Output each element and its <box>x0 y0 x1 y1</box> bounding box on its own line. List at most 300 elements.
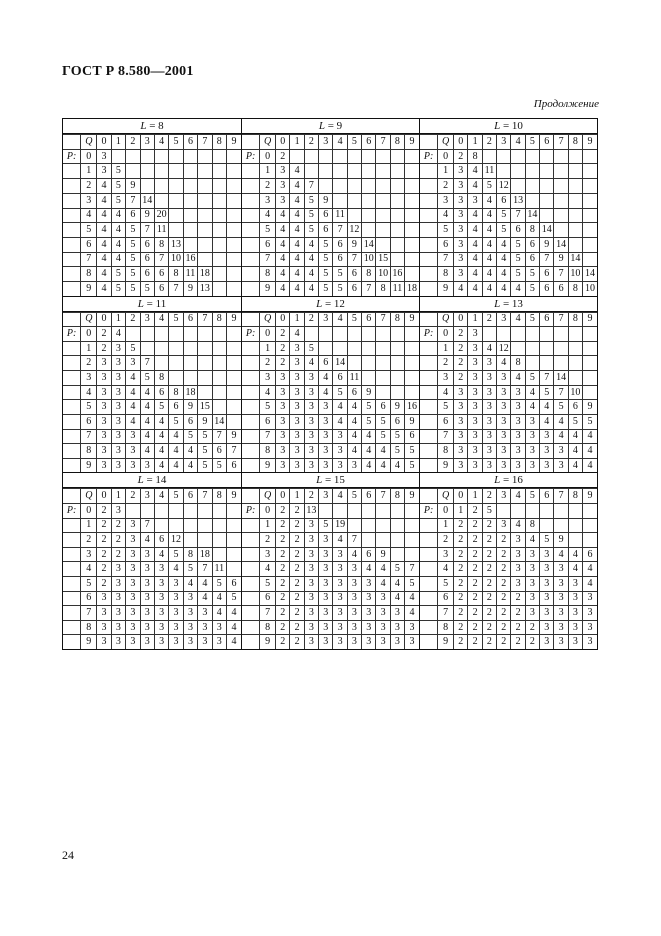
p-label-blank <box>63 356 81 371</box>
table-row <box>242 385 419 400</box>
value-cell: 3 <box>126 547 140 562</box>
table-row <box>420 414 597 429</box>
p-value: 6 <box>438 591 454 606</box>
table-row <box>420 149 597 164</box>
value-cell: 13 <box>304 503 318 518</box>
q-value: 1 <box>290 489 304 504</box>
value-cell: 3 <box>198 606 212 621</box>
value-cell: 3 <box>97 606 111 621</box>
p-value: 4 <box>260 208 276 223</box>
value-cell <box>390 503 404 518</box>
value-cell: 3 <box>525 414 539 429</box>
value-cell: 3 <box>304 576 318 591</box>
q-value: 6 <box>362 135 376 150</box>
value-cell: 3 <box>468 414 482 429</box>
value-cell: 6 <box>525 237 539 252</box>
table-row <box>63 429 241 444</box>
q-label: Q <box>260 489 276 504</box>
value-cell <box>525 327 539 342</box>
p-label-blank <box>63 400 81 415</box>
value-cell: 6 <box>319 223 333 238</box>
value-cell: 6 <box>568 400 582 415</box>
value-cell <box>226 208 241 223</box>
value-cell: 4 <box>183 444 197 459</box>
p-value: 0 <box>260 503 276 518</box>
value-cell: 6 <box>169 400 183 415</box>
value-cell: 3 <box>319 533 333 548</box>
value-cell: 3 <box>126 591 140 606</box>
value-cell: 10 <box>568 267 582 282</box>
value-cell: 3 <box>468 193 482 208</box>
value-cell: 8 <box>568 282 582 296</box>
value-cell: 3 <box>111 591 125 606</box>
value-cell: 8 <box>525 223 539 238</box>
value-cell: 4 <box>276 282 290 296</box>
q-value: 9 <box>405 312 419 327</box>
value-cell <box>140 327 154 342</box>
value-cell: 13 <box>198 282 212 296</box>
table-row <box>63 591 241 606</box>
value-cell: 14 <box>140 193 154 208</box>
p-value: 6 <box>260 237 276 252</box>
value-cell: 4 <box>482 237 496 252</box>
q-value: 0 <box>97 312 111 327</box>
value-cell: 6 <box>347 282 361 296</box>
value-cell: 5 <box>126 223 140 238</box>
p-label-blank <box>242 606 260 621</box>
p-value: 0 <box>81 503 97 518</box>
value-cell: 6 <box>226 458 241 472</box>
value-cell: 5 <box>525 371 539 386</box>
value-cell: 7 <box>212 429 226 444</box>
value-cell: 3 <box>304 444 318 459</box>
value-cell: 4 <box>304 237 318 252</box>
q-label: Q <box>438 312 454 327</box>
value-cell: 3 <box>511 533 525 548</box>
q-value: 2 <box>482 135 496 150</box>
value-cell <box>405 356 419 371</box>
value-cell: 4 <box>140 533 154 548</box>
value-cell: 6 <box>390 414 404 429</box>
value-cell: 2 <box>276 327 290 342</box>
q-value: 3 <box>319 135 333 150</box>
l-block-header <box>63 473 241 488</box>
p-label: P: <box>63 327 81 342</box>
value-cell: 3 <box>454 164 468 179</box>
value-cell <box>554 164 568 179</box>
table-row <box>242 371 419 386</box>
value-cell: 2 <box>290 591 304 606</box>
value-cell: 3 <box>362 576 376 591</box>
q-value: 6 <box>183 312 197 327</box>
value-cell <box>226 385 241 400</box>
value-cell: 18 <box>198 547 212 562</box>
value-cell: 7 <box>405 562 419 577</box>
table-row <box>242 635 419 649</box>
value-cell: 4 <box>540 400 554 415</box>
value-cell: 3 <box>319 606 333 621</box>
q-value: 3 <box>140 489 154 504</box>
value-cell: 3 <box>304 429 318 444</box>
value-cell: 4 <box>111 252 125 267</box>
p-label-blank <box>420 193 438 208</box>
q-value: 8 <box>568 489 582 504</box>
value-cell <box>554 327 568 342</box>
value-cell: 4 <box>183 576 197 591</box>
value-cell: 5 <box>111 282 125 296</box>
value-cell: 2 <box>290 562 304 577</box>
value-cell: 4 <box>226 606 241 621</box>
value-cell: 4 <box>583 576 597 591</box>
value-cell: 4 <box>97 179 111 194</box>
value-cell: 11 <box>212 562 226 577</box>
value-cell <box>540 149 554 164</box>
table-row <box>242 179 419 194</box>
p-value: 5 <box>260 400 276 415</box>
table-row <box>63 444 241 459</box>
value-cell <box>226 267 241 282</box>
p-value: 7 <box>81 429 97 444</box>
value-cell <box>525 356 539 371</box>
value-cell: 3 <box>169 591 183 606</box>
p-value: 8 <box>260 444 276 459</box>
q-value: 2 <box>126 489 140 504</box>
value-cell: 4 <box>140 444 154 459</box>
value-cell: 4 <box>97 193 111 208</box>
value-cell: 2 <box>290 576 304 591</box>
value-cell: 3 <box>525 547 539 562</box>
p-value: 9 <box>81 458 97 472</box>
value-cell: 4 <box>468 267 482 282</box>
q-value: 5 <box>347 489 361 504</box>
value-cell: 2 <box>111 518 125 533</box>
value-cell: 3 <box>126 458 140 472</box>
value-cell: 3 <box>511 385 525 400</box>
table-row <box>63 164 241 179</box>
value-cell: 3 <box>97 164 111 179</box>
value-grid <box>63 134 241 296</box>
value-cell: 4 <box>290 267 304 282</box>
value-cell <box>169 371 183 386</box>
value-cell: 3 <box>468 341 482 356</box>
value-cell: 3 <box>540 444 554 459</box>
table-row <box>63 547 241 562</box>
value-cell <box>126 149 140 164</box>
value-cell: 3 <box>347 620 361 635</box>
value-cell: 2 <box>468 606 482 621</box>
p-label-blank <box>242 237 260 252</box>
value-cell: 2 <box>497 547 511 562</box>
value-cell: 3 <box>276 179 290 194</box>
corner-cell <box>242 135 260 150</box>
value-cell: 3 <box>511 458 525 472</box>
q-label: Q <box>438 135 454 150</box>
value-cell: 3 <box>347 576 361 591</box>
q-value: 5 <box>525 489 539 504</box>
l-symbol: L <box>494 297 501 310</box>
value-cell: 20 <box>154 208 168 223</box>
value-cell: 6 <box>154 267 168 282</box>
value-cell <box>390 193 404 208</box>
p-label-blank <box>242 208 260 223</box>
p-label-blank <box>242 385 260 400</box>
l-symbol: L <box>140 120 147 132</box>
q-value: 0 <box>454 135 468 150</box>
q-value: 6 <box>540 135 554 150</box>
p-label-blank <box>242 282 260 296</box>
value-cell: 9 <box>583 400 597 415</box>
value-cell: 4 <box>140 400 154 415</box>
value-cell <box>226 193 241 208</box>
value-cell: 4 <box>319 371 333 386</box>
table-row <box>420 503 597 518</box>
q-label: Q <box>81 489 97 504</box>
l-block-header <box>63 297 241 312</box>
p-value: 2 <box>438 356 454 371</box>
p-value: 5 <box>438 223 454 238</box>
value-cell: 3 <box>290 341 304 356</box>
value-cell: 14 <box>540 223 554 238</box>
value-cell <box>290 149 304 164</box>
q-value: 2 <box>126 135 140 150</box>
value-cell: 6 <box>554 282 568 296</box>
value-cell: 4 <box>140 414 154 429</box>
p-value: 9 <box>438 458 454 472</box>
table-row <box>63 371 241 386</box>
table-row <box>63 282 241 296</box>
value-cell: 4 <box>347 429 361 444</box>
value-cell: 14 <box>333 356 347 371</box>
value-cell: 3 <box>482 429 496 444</box>
value-cell: 3 <box>497 414 511 429</box>
value-cell: 9 <box>362 385 376 400</box>
p-label-blank <box>63 591 81 606</box>
p-label-blank <box>420 547 438 562</box>
value-cell: 4 <box>347 400 361 415</box>
l-value: = 12 <box>322 297 345 310</box>
value-cell: 2 <box>454 620 468 635</box>
value-cell: 3 <box>140 576 154 591</box>
value-cell <box>304 164 318 179</box>
p-value: 1 <box>81 341 97 356</box>
value-cell <box>226 356 241 371</box>
l-block-header <box>242 119 419 134</box>
q-value: 7 <box>554 135 568 150</box>
value-cell: 3 <box>111 385 125 400</box>
p-value: 7 <box>81 252 97 267</box>
value-cell: 3 <box>276 414 290 429</box>
value-cell: 5 <box>140 282 154 296</box>
value-cell: 3 <box>126 562 140 577</box>
value-cell: 4 <box>169 458 183 472</box>
value-grid <box>420 134 597 296</box>
value-cell: 3 <box>511 562 525 577</box>
value-cell <box>583 149 597 164</box>
value-cell: 2 <box>482 606 496 621</box>
p-label-blank <box>420 606 438 621</box>
q-label: Q <box>438 489 454 504</box>
value-cell <box>198 149 212 164</box>
value-cell: 3 <box>304 533 318 548</box>
value-grid <box>63 488 241 649</box>
value-cell: 8 <box>154 371 168 386</box>
table-row <box>242 252 419 267</box>
value-cell: 7 <box>140 518 154 533</box>
value-cell <box>405 503 419 518</box>
value-cell: 4 <box>525 385 539 400</box>
value-cell <box>183 149 197 164</box>
value-cell <box>169 341 183 356</box>
l-block <box>63 296 241 473</box>
value-cell: 2 <box>454 356 468 371</box>
value-cell: 5 <box>111 164 125 179</box>
value-cell <box>183 193 197 208</box>
value-cell <box>405 385 419 400</box>
l-block <box>63 472 241 649</box>
p-label-blank <box>420 282 438 296</box>
value-cell <box>154 327 168 342</box>
value-cell: 3 <box>140 458 154 472</box>
value-cell <box>405 341 419 356</box>
value-cell <box>183 371 197 386</box>
value-cell: 14 <box>554 237 568 252</box>
value-cell: 3 <box>276 429 290 444</box>
value-cell: 3 <box>111 371 125 386</box>
p-value: 9 <box>81 282 97 296</box>
table-row <box>420 223 597 238</box>
value-cell: 2 <box>511 620 525 635</box>
p-label-blank <box>242 533 260 548</box>
p-label-blank <box>242 620 260 635</box>
value-cell: 4 <box>140 385 154 400</box>
value-cell: 2 <box>454 341 468 356</box>
value-cell: 3 <box>540 576 554 591</box>
value-cell: 6 <box>540 267 554 282</box>
value-cell <box>568 223 582 238</box>
value-cell: 12 <box>497 341 511 356</box>
value-cell: 6 <box>333 237 347 252</box>
value-cell: 3 <box>126 635 140 649</box>
value-cell: 11 <box>333 208 347 223</box>
table-row <box>242 282 419 296</box>
table-row <box>63 356 241 371</box>
value-cell: 8 <box>154 237 168 252</box>
table-row <box>242 518 419 533</box>
value-cell: 2 <box>290 503 304 518</box>
value-cell: 3 <box>304 635 318 649</box>
value-cell <box>169 164 183 179</box>
value-cell: 6 <box>154 533 168 548</box>
value-cell: 4 <box>376 562 390 577</box>
value-cell: 3 <box>126 444 140 459</box>
value-cell: 4 <box>482 267 496 282</box>
value-cell: 7 <box>540 371 554 386</box>
p-value: 7 <box>81 606 97 621</box>
value-cell: 4 <box>319 385 333 400</box>
value-cell: 5 <box>154 400 168 415</box>
value-cell: 4 <box>347 414 361 429</box>
value-cell: 5 <box>525 282 539 296</box>
value-cell: 5 <box>169 547 183 562</box>
p-value: 3 <box>438 193 454 208</box>
value-cell: 3 <box>154 635 168 649</box>
p-value: 6 <box>260 414 276 429</box>
value-cell: 4 <box>376 458 390 472</box>
value-cell: 4 <box>482 193 496 208</box>
value-cell <box>525 193 539 208</box>
value-cell <box>525 164 539 179</box>
value-cell: 3 <box>319 562 333 577</box>
value-cell <box>169 223 183 238</box>
value-cell: 3 <box>497 385 511 400</box>
value-cell: 4 <box>169 444 183 459</box>
corner-cell <box>63 312 81 327</box>
q-value: 9 <box>583 135 597 150</box>
value-cell: 11 <box>347 371 361 386</box>
value-cell: 6 <box>511 223 525 238</box>
p-value: 1 <box>81 518 97 533</box>
value-cell: 4 <box>568 444 582 459</box>
value-cell: 2 <box>511 606 525 621</box>
p-label-blank <box>420 429 438 444</box>
value-cell: 6 <box>347 385 361 400</box>
p-label-blank <box>420 562 438 577</box>
value-cell <box>390 371 404 386</box>
value-cell: 4 <box>362 562 376 577</box>
p-value: 0 <box>438 149 454 164</box>
value-cell <box>390 252 404 267</box>
value-cell: 3 <box>511 444 525 459</box>
value-cell: 3 <box>454 252 468 267</box>
value-cell <box>405 208 419 223</box>
value-cell: 3 <box>454 458 468 472</box>
value-cell: 3 <box>362 635 376 649</box>
p-label-blank <box>420 267 438 282</box>
p-label-blank <box>420 237 438 252</box>
value-cell: 3 <box>290 429 304 444</box>
value-cell <box>511 149 525 164</box>
value-cell: 3 <box>525 562 539 577</box>
q-value: 6 <box>183 135 197 150</box>
value-cell: 4 <box>497 267 511 282</box>
q-value: 5 <box>347 312 361 327</box>
value-cell: 3 <box>154 562 168 577</box>
value-cell: 3 <box>390 606 404 621</box>
value-cell: 5 <box>212 576 226 591</box>
value-cell <box>198 327 212 342</box>
value-cell <box>111 149 125 164</box>
value-cell <box>198 252 212 267</box>
value-cell <box>362 179 376 194</box>
value-cell: 3 <box>454 267 468 282</box>
value-cell: 9 <box>554 252 568 267</box>
value-cell <box>183 356 197 371</box>
value-cell: 3 <box>468 327 482 342</box>
table-row <box>63 562 241 577</box>
value-cell <box>568 179 582 194</box>
p-value: 9 <box>260 635 276 649</box>
table-row <box>63 223 241 238</box>
table-row <box>420 179 597 194</box>
value-cell: 5 <box>319 267 333 282</box>
value-cell <box>333 149 347 164</box>
value-cell <box>362 356 376 371</box>
l-block <box>241 119 419 296</box>
q-value: 6 <box>540 312 554 327</box>
p-value: 5 <box>438 400 454 415</box>
p-value: 2 <box>81 179 97 194</box>
value-cell <box>347 149 361 164</box>
